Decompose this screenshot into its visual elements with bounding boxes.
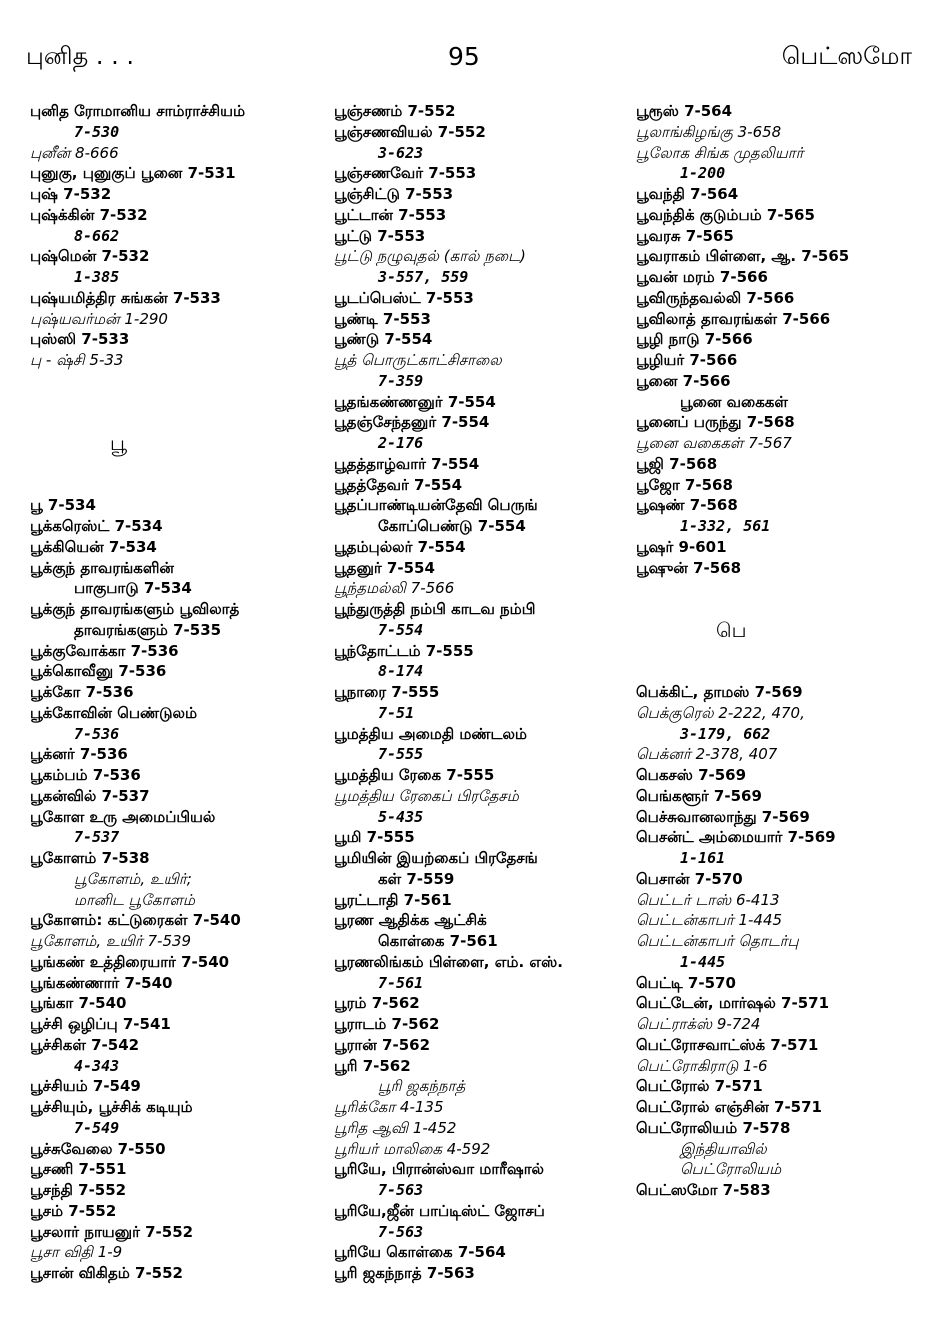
- index-entry-continuation: 7-555: [378, 745, 424, 764]
- index-entry: பூரட்டாதி 7-561: [334, 890, 452, 909]
- index-entry: பூச்சிகள் 7-542: [30, 1035, 140, 1054]
- index-entry: புஷ்மென் 7-532: [30, 247, 150, 266]
- index-entry: பூகோளம்: கட்டுரைகள் 7-540: [30, 911, 241, 930]
- index-entry: பூக்கொவீனு 7-536: [30, 662, 167, 681]
- index-entry: பூநாரை 7-555: [334, 683, 440, 701]
- index-entry-continuation: 7-563: [378, 1222, 424, 1241]
- index-entry: பெசான் 7-570: [636, 869, 743, 888]
- index-entry: பூசணி 7-551: [30, 1160, 127, 1179]
- index-entry: பூந்தமல்லி 7-566: [334, 579, 455, 598]
- index-entry: பூத் பொருட்காட்சிசாலை: [334, 351, 502, 369]
- index-column-2: [334, 101, 634, 1284]
- index-entry: பெட்டன்காபர் 1-445: [636, 911, 783, 930]
- index-entry: பெகசஸ் 7-569: [636, 766, 747, 784]
- index-entry: பூதம்புல்லர் 7-554: [334, 537, 466, 556]
- blank-line: [636, 599, 936, 620]
- index-entry-continuation: பூனை வகைகள்: [680, 392, 788, 411]
- index-entry-continuation: 7-51: [378, 703, 415, 722]
- index-entry: பெட்டேன், மார்ஷல் 7-571: [636, 994, 830, 1013]
- index-entry: பெட்ராக்ஸ் 9-724: [636, 1015, 761, 1033]
- index-entry: பூங்கண் உத்திரையார் 7-540: [30, 952, 230, 971]
- index-entry-continuation: 2-176: [378, 434, 424, 452]
- blank-line: [636, 578, 936, 599]
- index-entry: பூக்கியென் 7-534: [30, 537, 157, 556]
- index-entry: பூகோள உரு அமைப்பியல்: [30, 807, 216, 826]
- index-entry: பூமத்திய ரேகை 7-555: [334, 766, 495, 784]
- index-entry: பூரிக்கோ 4-135: [334, 1098, 444, 1116]
- index-entry: பெக்குரெல் 2-222, 470,: [636, 703, 805, 722]
- index-entry-continuation: 8-662: [74, 226, 120, 245]
- index-entry: பெச்சுவானலாந்து 7-569: [636, 807, 810, 826]
- index-entry-continuation: 4-343: [74, 1056, 120, 1075]
- index-entry: பூஞ்சணவேர் 7-553: [334, 164, 477, 183]
- section-letter-heading: பெ: [716, 617, 747, 642]
- index-entry: பூனை வகைகள் 7-567: [636, 434, 792, 452]
- index-entry: பெட்ரோலியம் 7-578: [636, 1118, 791, 1137]
- index-entry: பூஜி 7-568: [636, 454, 718, 473]
- index-entry: பூட்டு நழுவுதல் (கால் நடை): [334, 247, 526, 266]
- index-entry: பெட்ஸமோ 7-583: [636, 1181, 771, 1199]
- index-entry: புஷ்க்கின் 7-532: [30, 205, 148, 224]
- index-entry: பூதப்பாண்டியன்தேவி பெருங்: [334, 496, 538, 515]
- blank-line: [30, 392, 330, 413]
- index-entry: பெங்களூர் 7-569: [636, 786, 762, 805]
- index-entry: பூழி நாடு 7-566: [636, 330, 753, 349]
- index-entry: பூவராகம் பிள்ளை, ஆ. 7-565: [636, 247, 850, 266]
- index-entry: பூஞ்சிட்டு 7-553: [334, 185, 454, 203]
- index-entry-continuation: கள் 7-559: [378, 869, 455, 888]
- index-entry: பெக்கிட், தாமஸ் 7-569: [636, 683, 803, 701]
- index-entry: பூமத்திய அமைதி மண்டலம்: [334, 724, 527, 743]
- index-entry: பூவந்தி 7-564: [636, 185, 739, 203]
- index-entry-continuation: 1-200: [680, 164, 726, 183]
- index-entry: பூலோக சிங்க முதலியார்: [636, 143, 804, 162]
- index-column-3: [636, 101, 936, 1201]
- index-entry: பூதங்கண்ணனுர் 7-554: [334, 392, 496, 411]
- index-entry: பூச்சியும், பூச்சிக் கடியும்: [30, 1098, 193, 1116]
- index-entry-continuation: 7-563: [378, 1181, 424, 1199]
- index-entry: பூச்சுவேலை 7-550: [30, 1139, 166, 1158]
- index-entry: பூக்குந் தாவரங்களும் பூவிலாத்: [30, 600, 240, 618]
- index-entry: பூசந்தி 7-552: [30, 1181, 127, 1199]
- index-entry: புனுகு, புனுகுப் பூனை 7-531: [30, 164, 236, 183]
- index-entry-continuation: பாகுபாடு 7-534: [74, 579, 192, 598]
- blank-line: [30, 475, 330, 496]
- page-header: [0, 0, 940, 90]
- index-entry: பூஷர் 9-601: [636, 537, 727, 556]
- index-entry: பூரியே, பிரான்ஸ்வா மாரீஷால்: [334, 1160, 544, 1179]
- index-entry-continuation: 3-557, 559: [378, 268, 469, 286]
- index-entry-continuation: 5-435: [378, 807, 424, 826]
- index-entry: பூரான் 7-562: [334, 1035, 431, 1054]
- blank-line: [30, 412, 330, 433]
- running-head-right: பெட்ஸமோ: [781, 42, 912, 70]
- index-entry-continuation: இந்தியாவில்: [680, 1139, 767, 1158]
- index-entry: பூவந்திக் குடும்பம் 7-565: [636, 205, 815, 224]
- index-entry-continuation: 7-359: [378, 371, 424, 390]
- index-entry: பூரியே கொள்கை 7-564: [334, 1243, 506, 1262]
- index-entry: பூமத்திய ரேகைப் பிரதேசம்: [334, 786, 519, 805]
- index-entry: பூ 7-534: [30, 496, 96, 515]
- section-letter-heading: பூ: [110, 431, 127, 455]
- index-entry: புனித ரோமானிய சாம்ராச்சியம்: [30, 102, 246, 120]
- running-head-left: புனித . . .: [26, 42, 134, 70]
- index-entry-continuation: 1-385: [74, 268, 120, 286]
- index-entry: பூசான் விகிதம் 7-552: [30, 1264, 183, 1282]
- index-entry: பூதனுர் 7-554: [334, 558, 435, 577]
- index-entry: பூகன்வில் 7-537: [30, 786, 150, 805]
- index-entry: பூரண ஆதிக்க ஆட்சிக்: [334, 911, 487, 930]
- index-entry: பெட்ரோல் 7-571: [636, 1077, 763, 1096]
- index-entry: பூக்கோ 7-536: [30, 683, 134, 701]
- index-entry: பூரூஸ் 7-564: [636, 102, 733, 120]
- index-entry: பூட்டு 7-553: [334, 226, 426, 245]
- index-entry: பூசம் 7-552: [30, 1201, 117, 1220]
- index-entry: பூதத்தேவர் 7-554: [334, 475, 463, 494]
- index-entry-continuation: 1-332, 561: [680, 517, 771, 535]
- index-entry: பெட்ரோல் எஞ்சின் 7-571: [636, 1098, 822, 1116]
- index-entry: பெட்ரோகிராடு 1-6: [636, 1056, 768, 1075]
- index-entry: பூவரசு 7-565: [636, 226, 734, 245]
- index-entry-continuation: 7-561: [378, 973, 424, 992]
- index-entry: பூதஞ்சேந்தனுர் 7-554: [334, 413, 490, 432]
- index-entry: பூதத்தாழ்வார் 7-554: [334, 454, 480, 473]
- index-entry: பூங்கா 7-540: [30, 994, 127, 1013]
- index-entry: புஸ்ஸி 7-533: [30, 330, 130, 349]
- index-entry-continuation: 7-554: [378, 620, 424, 639]
- index-entry-continuation: பெட்ரோலியம்: [680, 1160, 782, 1179]
- index-entry-continuation: மானிட பூகோளம்: [74, 890, 195, 909]
- index-entry-continuation: பூரி ஜகந்நாத்: [378, 1077, 466, 1096]
- index-entry: பெட்டன்காபர் தொடர்பு: [636, 932, 799, 950]
- index-entry: பூனைப் பருந்து 7-568: [636, 413, 795, 432]
- index-entry: பூக்குந் தாவரங்களின்: [30, 558, 174, 577]
- index-entry: பூழியர் 7-566: [636, 351, 738, 369]
- index-entry: பூஜோ 7-568: [636, 475, 733, 494]
- index-entry: பூச்சி ஒழிப்பு 7-541: [30, 1015, 171, 1033]
- index-entry: பூரி 7-562: [334, 1056, 411, 1075]
- index-entry: பூனை 7-566: [636, 371, 731, 390]
- index-entry: பூரி ஜகந்நாத் 7-563: [334, 1264, 475, 1282]
- index-entry: பெசன்ட் அம்மையார் 7-569: [636, 828, 836, 847]
- index-entry-continuation: 7-549: [74, 1118, 120, 1137]
- index-entry: பூவிலாத் தாவரங்கள் 7-566: [636, 309, 831, 328]
- index-entry: பூஷுன் 7-568: [636, 558, 742, 577]
- index-entry: பெட்ரோசவாட்ஸ்க் 7-571: [636, 1035, 819, 1054]
- blank-line: [30, 371, 330, 392]
- index-entry: பூங்கண்ணார் 7-540: [30, 973, 173, 992]
- index-entry: பூக்குவோக்கா 7-536: [30, 641, 179, 660]
- index-entry: பூச்சியம் 7-549: [30, 1077, 141, 1096]
- index-entry: பெக்னர் 2-378, 407: [636, 745, 778, 764]
- index-entry: பூட்டான் 7-553: [334, 205, 447, 224]
- index-entry: பெட்டர் டாஸ் 6-413: [636, 890, 780, 909]
- index-entry: பூரம் 7-562: [334, 994, 420, 1013]
- index-entry: பூக்னர் 7-536: [30, 745, 128, 764]
- index-entry: புஷ்யமித்திர சுங்கன் 7-533: [30, 288, 221, 307]
- index-entry: பூமி 7-555: [334, 828, 415, 847]
- index-entry: பூமியின் இயற்கைப் பிரதேசங்: [334, 849, 538, 867]
- index-entry: பூக்கரெஸ்ட் 7-534: [30, 517, 163, 535]
- index-entry: பூஷண் 7-568: [636, 496, 738, 515]
- index-entry-continuation: 7-537: [74, 828, 120, 847]
- index-entry: பூடப்பெஸ்ட் 7-553: [334, 288, 474, 307]
- index-entry-continuation: 3-179, 662: [680, 724, 771, 743]
- index-entry: பு - ஷ்சி 5-33: [30, 351, 124, 369]
- index-entry: பூரணலிங்கம் பிள்ளை, எம். எஸ்.: [334, 952, 563, 971]
- index-entry-continuation: கோப்பெண்டு 7-554: [378, 517, 526, 535]
- index-entry: பூராடம் 7-562: [334, 1015, 440, 1033]
- index-entry: புஷ் 7-532: [30, 185, 112, 203]
- blank-line: [30, 454, 330, 475]
- index-entry-continuation: 7-530: [74, 122, 120, 141]
- index-entry-continuation: 3-623: [378, 143, 424, 162]
- index-entry-continuation: 8-174: [378, 662, 424, 681]
- index-entry: பூரித ஆவி 1-452: [334, 1118, 457, 1137]
- index-entry-continuation: 7-536: [74, 724, 120, 743]
- index-entry: பூகம்பம் 7-536: [30, 766, 141, 784]
- index-entry: பூந்துருத்தி நம்பி காடவ நம்பி: [334, 600, 536, 618]
- index-column-1: [30, 101, 330, 1284]
- index-entry: பூசலார் நாயனுர் 7-552: [30, 1222, 194, 1241]
- index-entry: புஷ்யவர்மன் 1-290: [30, 309, 168, 328]
- index-entry-continuation: 1-161: [680, 849, 726, 867]
- index-entry: பூசா விதி 1-9: [30, 1243, 123, 1262]
- index-entry: பூரியே,ஜீன் பாப்டிஸ்ட் ஜோசப்: [334, 1201, 545, 1220]
- index-entry-continuation: தாவரங்களும் 7-535: [74, 620, 222, 639]
- index-entry: பூந்தோட்டம் 7-555: [334, 641, 474, 660]
- blank-line: [636, 641, 936, 662]
- index-entry: பூரியர் மாலிகை 4-592: [334, 1139, 491, 1158]
- index-entry-continuation: பூகோளம், உயிர்;: [74, 869, 192, 888]
- index-entry: பூகோளம் 7-538: [30, 849, 150, 867]
- index-entry: பூகோளம், உயிர் 7-539: [30, 932, 192, 950]
- page-number: 95: [448, 42, 480, 71]
- index-entry: பூண்டு 7-554: [334, 330, 433, 349]
- index-entry: பூஞ்சணம் 7-552: [334, 102, 456, 120]
- index-entry-continuation: 1-445: [680, 952, 726, 971]
- index-entry: பூஞ்சணவியல் 7-552: [334, 122, 486, 141]
- index-entry: பூண்டி 7-553: [334, 309, 431, 328]
- index-entry: பூக்கோவின் பெண்டுலம்: [30, 703, 198, 722]
- index-entry: பூவன் மரம் 7-566: [636, 268, 768, 286]
- index-entry: பூவிருந்தவல்லி 7-566: [636, 288, 795, 307]
- blank-line: [636, 661, 936, 682]
- index-entry: பூலாங்கிழங்கு 3-658: [636, 122, 782, 141]
- index-entry: பெட்டி 7-570: [636, 973, 736, 992]
- index-entry: புனீன் 8-666: [30, 143, 119, 162]
- index-entry-continuation: கொள்கை 7-561: [378, 932, 498, 950]
